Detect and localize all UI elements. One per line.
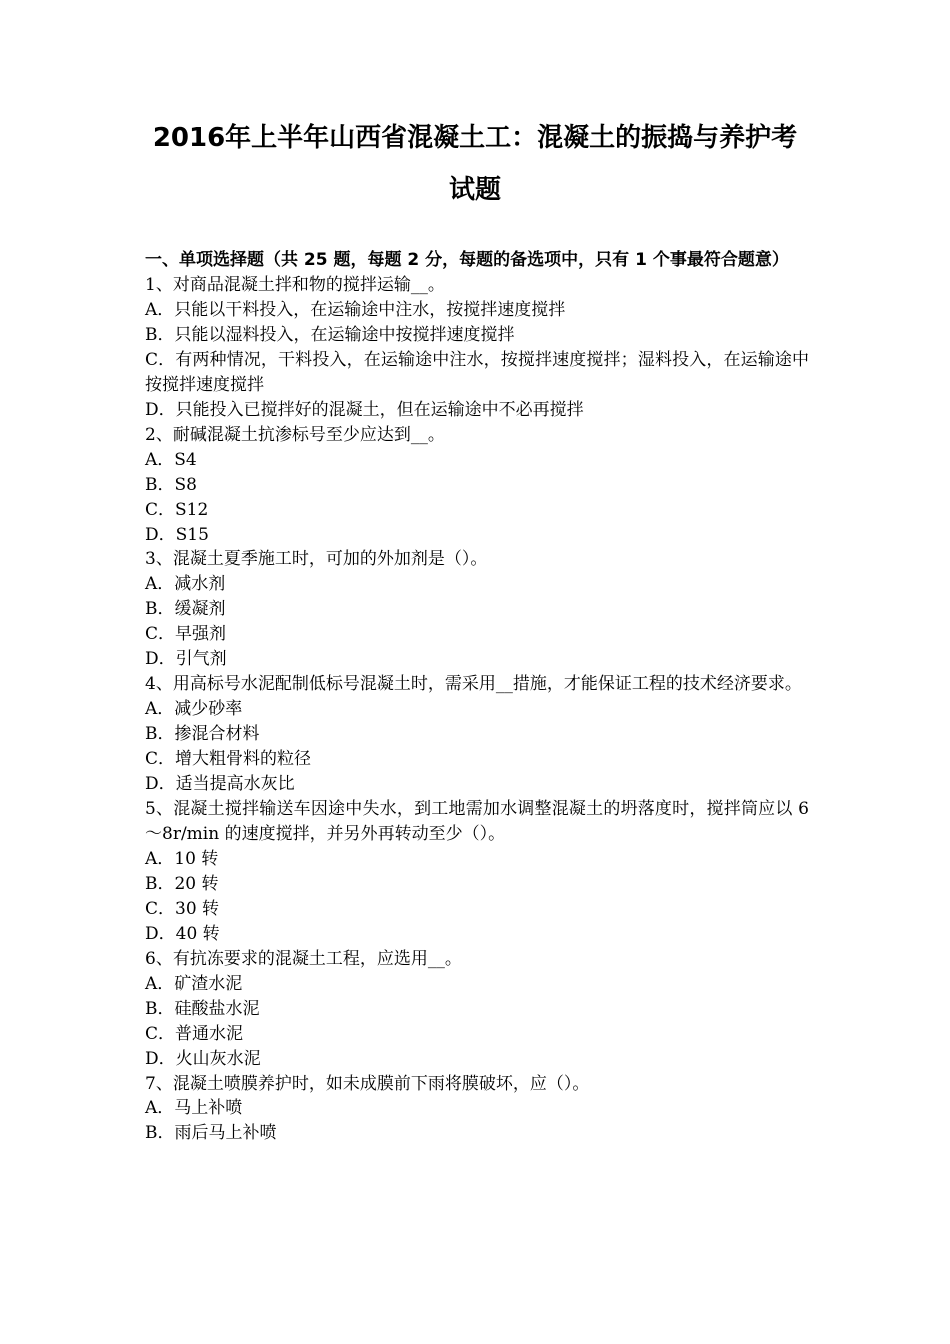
question-4-option-a: A．减少砂率 [145,699,243,720]
question-3-option-d: D．引气剂 [145,649,227,670]
question-1-option-b: B．只能以湿料投入，在运输途中按搅拌速度搅拌 [145,324,515,345]
question-4-option-b: B．掺混合材料 [145,724,260,745]
question-1-option-a: A．只能以干料投入，在运输途中注水，按搅拌速度搅拌 [145,299,566,320]
question-3-stem: 3、混凝土夏季施工时，可加的外加剂是（）。 [145,549,488,570]
question-5-option-b: B．20 转 [145,873,219,894]
question-3-option-c: C．早强剂 [145,624,227,645]
question-2-option-a: A．S4 [145,449,197,470]
question-1-stem: 1、对商品混凝土拌和物的搅拌运输__。 [145,275,445,295]
question-2-option-c: C．S12 [145,499,209,520]
question-6-option-a: A．矿渣水泥 [145,973,243,994]
question-5-stem: 5、混凝土搅拌输送车因途中失水，到工地需加水调整混凝土的坍落度时，搅拌筒应以 6～8r/min 的速度搅拌，并另外再转动至少（）。 [145,799,809,844]
question-5-option-c: C．30 转 [145,898,220,919]
document-title: 2016年上半年山西省混凝土工：混凝土的振捣与养护考试题 [152,123,798,205]
question-6-stem: 6、有抗冻要求的混凝土工程，应选用__。 [145,948,462,969]
question-5-option-a: A．10 转 [145,848,219,869]
question-7-option-b: B．雨后马上补喷 [145,1123,277,1144]
question-2-stem: 2、耐碱混凝土抗渗标号至少应达到__。 [145,424,445,445]
question-2-option-b: B．S8 [145,474,197,495]
question-3-option-b: B．缓凝剂 [145,599,226,620]
question-6-option-d: D．火山灰水泥 [145,1048,261,1069]
question-1-option-d: D．只能投入已搅拌好的混凝土，但在运输途中不必再搅拌 [145,399,584,420]
question-4-option-d: D．适当提高水灰比 [145,774,295,795]
question-6-option-b: B．硅酸盐水泥 [145,998,260,1019]
question-1-option-c: C．有两种情况，干料投入，在运输途中注水，按搅拌速度搅拌；湿料投入，在运输途中按搅拌速度搅拌 [145,349,809,395]
document-body [145,248,809,1146]
question-7-stem: 7、混凝土喷膜养护时，如未成膜前下雨将膜破坏，应（）。 [145,1073,590,1094]
question-3-option-a: A．减水剂 [145,574,226,595]
question-5-option-d: D．40 转 [145,923,220,944]
question-4-stem: 4、用高标号水泥配制低标号混凝土时，需采用__措施，才能保证工程的技术经济要求。 [145,674,802,695]
question-2-option-d: D．S15 [145,524,209,545]
question-6-option-c: C．普通水泥 [145,1023,244,1044]
question-4-option-c: C．增大粗骨料的粒径 [145,749,312,770]
question-7-option-a: A．马上补喷 [145,1098,243,1119]
section-heading: 一、单项选择题（共 25 题，每题 2 分，每题的备选项中，只有 1 个事最符合题意） [145,250,789,270]
